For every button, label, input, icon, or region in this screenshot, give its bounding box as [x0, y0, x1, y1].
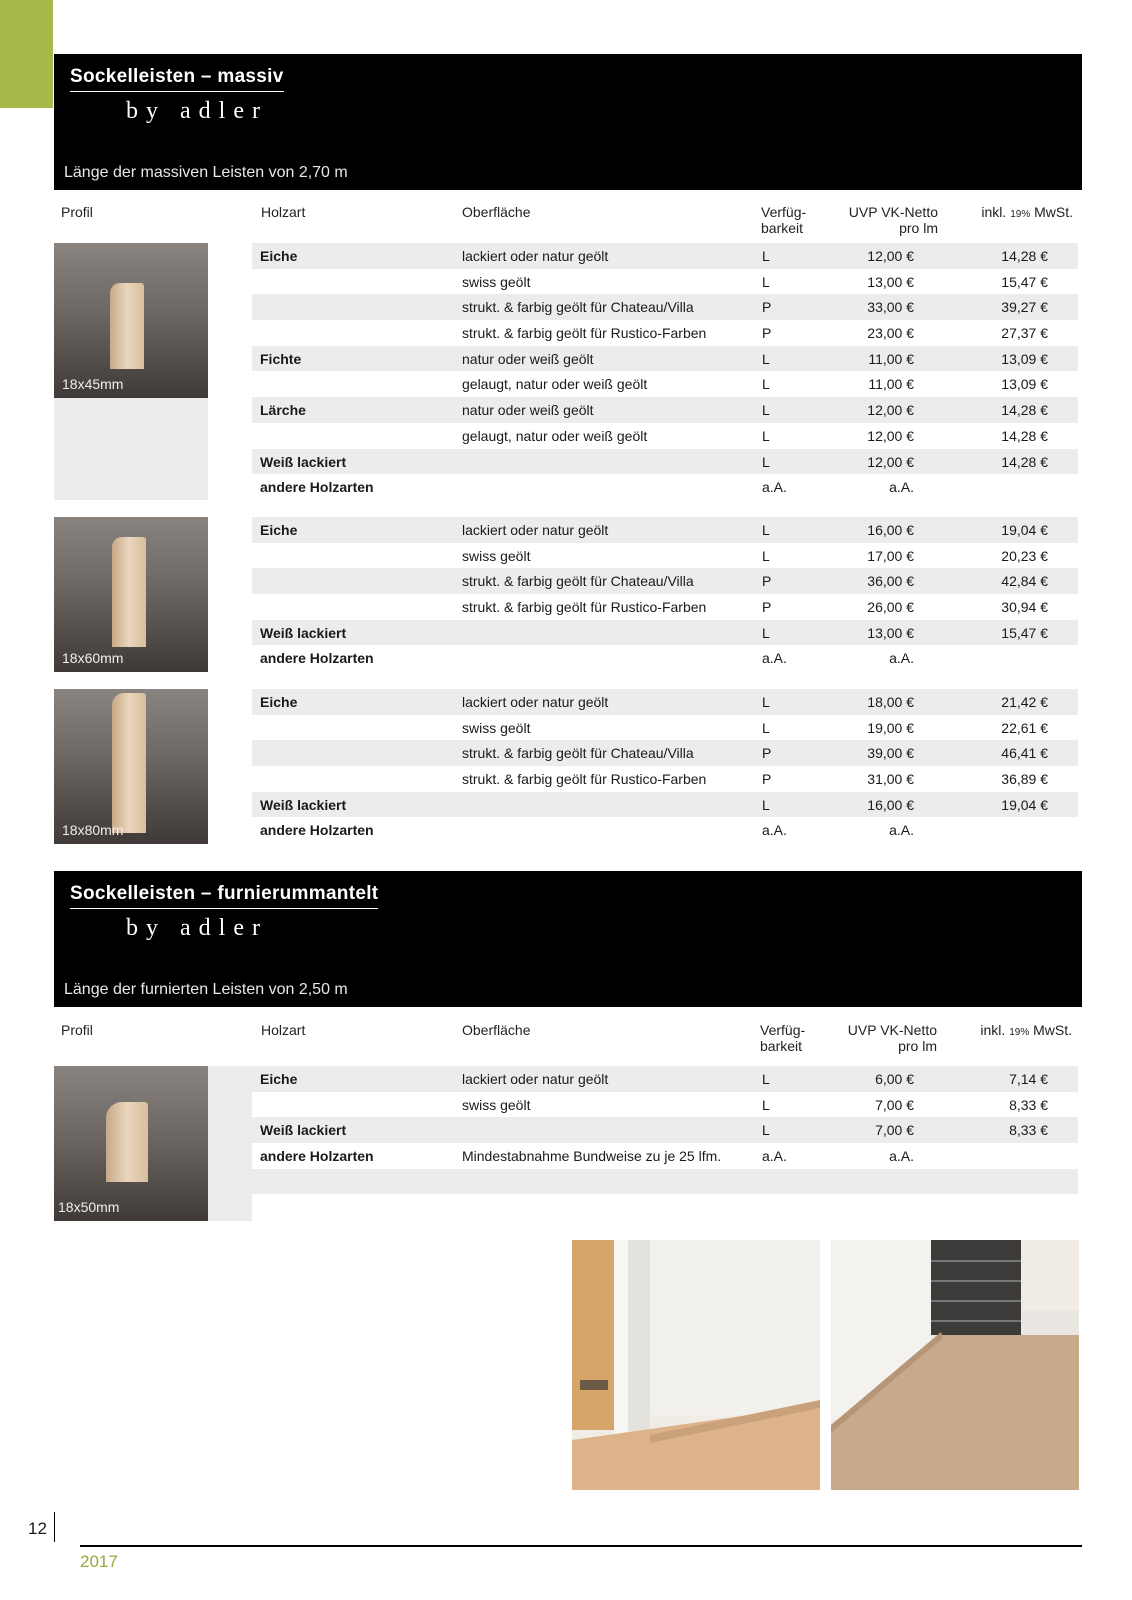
column-header-row — [0, 1022, 1132, 1058]
holzart-cell: Weiß lackiert — [260, 1122, 347, 1139]
profile-image — [54, 517, 208, 672]
holzart-cell: Eiche — [260, 694, 298, 710]
uvp-price-cell: 6,00 € — [875, 1071, 914, 1087]
verfuegbarkeit-cell: P — [762, 599, 772, 616]
verfuegbarkeit-cell: L — [762, 453, 770, 470]
inkl-price-cell: 14,28 € — [1001, 453, 1048, 470]
profile-image — [54, 689, 208, 844]
col-inkl-b: 19% — [1010, 209, 1031, 220]
profile-18x60 — [54, 517, 208, 672]
col-uvp-1: UVP VK-Netto — [847, 1022, 937, 1038]
profile-label: 18x50mm — [58, 1199, 120, 1215]
table-row — [252, 346, 1078, 372]
inkl-price-cell: 46,41 € — [1001, 745, 1048, 762]
interior-photo-door — [572, 1240, 820, 1490]
inkl-price-cell: 8,33 € — [1009, 1122, 1048, 1139]
inkl-price-cell: 15,47 € — [1001, 624, 1048, 641]
profile-label: 18x45mm — [62, 376, 124, 392]
holzart-cell: Eiche — [260, 522, 298, 538]
verfuegbarkeit-cell: L — [762, 1122, 770, 1139]
brand-tagline: by adler — [126, 98, 268, 124]
col-verfueg-1: Verfüg- — [761, 204, 807, 220]
verfuegbarkeit-cell: L — [762, 273, 770, 290]
inkl-price-cell: 30,94 € — [1001, 599, 1048, 616]
inkl-price-cell: 19,04 € — [1001, 796, 1048, 813]
holzart-cell: Lärche — [260, 402, 306, 419]
oberflaeche-cell: swiss geölt — [462, 1096, 531, 1113]
holzart-cell: Weiß lackiert — [260, 796, 347, 813]
footer-rule — [80, 1545, 1082, 1547]
holzart-cell: Weiß lackiert — [260, 453, 347, 470]
verfuegbarkeit-cell: L — [762, 376, 770, 393]
inkl-price-cell: 14,28 € — [1001, 248, 1048, 264]
section-header-furnier — [54, 871, 1082, 1007]
inkl-price-cell: 8,33 € — [1009, 1096, 1048, 1113]
table-row — [252, 517, 1078, 543]
inkl-price-cell: 39,27 € — [1001, 299, 1048, 316]
verfuegbarkeit-cell: P — [762, 771, 772, 788]
verfuegbarkeit-cell: a.A. — [762, 1148, 787, 1165]
col-profil: Profil — [61, 1022, 93, 1038]
oberflaeche-cell: swiss geölt — [462, 719, 531, 736]
col-oberflaeche: Oberfläche — [462, 1022, 531, 1038]
oberflaeche-cell: gelaugt, natur oder weiß geölt — [462, 427, 648, 444]
footer-divider — [54, 1512, 55, 1542]
table-row — [252, 1143, 1078, 1169]
oberflaeche-cell: strukt. & farbig geölt für Chateau/Villa — [462, 573, 694, 590]
oberflaeche-cell: natur oder weiß geölt — [462, 350, 594, 367]
uvp-price-cell: 7,00 € — [875, 1096, 914, 1113]
oberflaeche-cell: lackiert oder natur geölt — [462, 694, 609, 710]
section-header-massiv — [54, 54, 1082, 190]
length-note: Länge der furnierten Leisten von 2,50 m — [64, 981, 348, 998]
length-note: Länge der massiven Leisten von 2,70 m — [64, 164, 348, 181]
oberflaeche-cell: swiss geölt — [462, 547, 531, 564]
col-uvp-2: pro lm — [899, 220, 938, 236]
oberflaeche-cell: strukt. & farbig geölt für Chateau/Villa — [462, 299, 694, 316]
inkl-price-cell: 21,42 € — [1001, 694, 1048, 710]
inkl-price-cell: 42,84 € — [1001, 573, 1048, 590]
profile-18x80 — [54, 689, 208, 844]
table-row — [252, 320, 1078, 346]
table-row — [252, 740, 1078, 766]
table-row — [252, 1066, 1078, 1092]
page-number: 12 — [28, 1519, 47, 1538]
col-verfueg-2: barkeit — [761, 220, 804, 236]
verfuegbarkeit-cell: L — [762, 522, 770, 538]
col-inkl-b: 19% — [1009, 1027, 1030, 1038]
uvp-price-cell: 17,00 € — [867, 547, 914, 564]
inkl-price-cell: 22,61 € — [1001, 719, 1048, 736]
holzart-cell: Weiß lackiert — [260, 624, 347, 641]
verfuegbarkeit-cell: P — [762, 745, 772, 762]
verfuegbarkeit-cell: L — [762, 350, 770, 367]
table-row — [252, 568, 1078, 594]
price-table-18x60 — [252, 517, 1078, 671]
table-row — [252, 1092, 1078, 1118]
table-row — [252, 474, 1078, 500]
uvp-price-cell: 39,00 € — [867, 745, 914, 762]
col-verfueg-2: barkeit — [760, 1038, 803, 1054]
verfuegbarkeit-cell: P — [762, 299, 772, 316]
col-uvp-1: UVP VK-Netto — [848, 204, 938, 220]
verfuegbarkeit-cell: L — [762, 402, 770, 419]
uvp-price-cell: a.A. — [889, 650, 914, 667]
table-row — [252, 766, 1078, 792]
uvp-price-cell: 12,00 € — [867, 248, 914, 264]
inkl-price-cell: 13,09 € — [1001, 376, 1048, 393]
uvp-price-cell: 13,00 € — [867, 273, 914, 290]
col-holzart: Holzart — [261, 204, 306, 220]
section-title: Sockelleisten – furnierummantelt — [70, 883, 378, 909]
table-row — [252, 449, 1078, 475]
col-inkl — [980, 1022, 1072, 1041]
verfuegbarkeit-cell: a.A. — [762, 822, 787, 839]
uvp-price-cell: a.A. — [889, 479, 914, 496]
verfuegbarkeit-cell: L — [762, 427, 770, 444]
uvp-price-cell: 16,00 € — [867, 522, 914, 538]
verfuegbarkeit-cell: a.A. — [762, 479, 787, 496]
holzart-cell: andere Holzarten — [260, 650, 374, 667]
brand-tagline: by adler — [126, 915, 268, 941]
uvp-price-cell: 11,00 € — [868, 376, 914, 393]
table-row — [252, 423, 1078, 449]
table-row — [252, 371, 1078, 397]
oberflaeche-cell: swiss geölt — [462, 273, 531, 290]
column-header-row — [0, 204, 1132, 240]
oberflaeche-cell: lackiert oder natur geölt — [462, 248, 609, 264]
inkl-price-cell: 7,14 € — [1009, 1071, 1048, 1087]
verfuegbarkeit-cell: L — [762, 248, 770, 264]
table-row — [252, 543, 1078, 569]
verfuegbarkeit-cell: L — [762, 1096, 770, 1113]
verfuegbarkeit-cell: P — [762, 573, 772, 590]
col-inkl-c: MwSt. — [1033, 1022, 1072, 1038]
oberflaeche-cell: lackiert oder natur geölt — [462, 1071, 609, 1087]
footer-year: 2017 — [80, 1552, 118, 1571]
table-row — [252, 594, 1078, 620]
holzart-cell: Eiche — [260, 1071, 298, 1087]
col-uvp-2: pro lm — [898, 1038, 937, 1054]
inkl-price-cell: 14,28 € — [1001, 402, 1048, 419]
table-row — [252, 715, 1078, 741]
col-inkl — [981, 204, 1073, 223]
col-inkl-a: inkl. — [980, 1022, 1006, 1038]
uvp-price-cell: a.A. — [889, 822, 914, 839]
profile-label: 18x60mm — [62, 650, 124, 666]
oberflaeche-cell: strukt. & farbig geölt für Rustico-Farben — [462, 599, 707, 616]
profile-image — [54, 1066, 208, 1221]
uvp-price-cell: 16,00 € — [867, 796, 914, 813]
col-profil: Profil — [61, 204, 93, 220]
oberflaeche-cell: gelaugt, natur oder weiß geölt — [462, 376, 648, 393]
profile-18x45 — [54, 243, 208, 500]
uvp-price-cell: 23,00 € — [867, 325, 914, 342]
uvp-price-cell: 33,00 € — [867, 299, 914, 316]
table-row — [252, 689, 1078, 715]
verfuegbarkeit-cell: a.A. — [762, 650, 787, 667]
oberflaeche-cell: lackiert oder natur geölt — [462, 522, 609, 538]
inkl-price-cell: 36,89 € — [1001, 771, 1048, 788]
inkl-price-cell: 27,37 € — [1001, 325, 1048, 342]
uvp-price-cell: 7,00 € — [875, 1122, 914, 1139]
inkl-price-cell: 20,23 € — [1001, 547, 1048, 564]
price-table-18x45 — [252, 243, 1078, 500]
verfuegbarkeit-cell: L — [762, 1071, 770, 1087]
price-table-18x80 — [252, 689, 1078, 843]
uvp-price-cell: 13,00 € — [867, 624, 914, 641]
oberflaeche-cell: strukt. & farbig geölt für Chateau/Villa — [462, 745, 694, 762]
holzart-cell: andere Holzarten — [260, 479, 374, 496]
interior-photo-floor — [831, 1240, 1079, 1490]
table-row — [252, 397, 1078, 423]
table-row — [252, 1169, 1078, 1195]
verfuegbarkeit-cell: L — [762, 796, 770, 813]
verfuegbarkeit-cell: P — [762, 325, 772, 342]
price-table-18x50 — [252, 1066, 1078, 1194]
uvp-price-cell: 12,00 € — [867, 453, 914, 470]
uvp-price-cell: 19,00 € — [867, 719, 914, 736]
table-row — [252, 645, 1078, 671]
inkl-price-cell: 19,04 € — [1001, 522, 1048, 538]
col-holzart: Holzart — [261, 1022, 306, 1038]
verfuegbarkeit-cell: L — [762, 547, 770, 564]
section-title: Sockelleisten – massiv — [70, 66, 284, 92]
profile-18x50 — [54, 1066, 208, 1221]
uvp-price-cell: a.A. — [889, 1148, 914, 1165]
oberflaeche-cell: strukt. & farbig geölt für Rustico-Farben — [462, 771, 707, 788]
oberflaeche-cell: strukt. & farbig geölt für Rustico-Farben — [462, 325, 707, 342]
inkl-price-cell: 13,09 € — [1001, 350, 1048, 367]
oberflaeche-cell: natur oder weiß geölt — [462, 402, 594, 419]
uvp-price-cell: 31,00 € — [867, 771, 914, 788]
table-row — [252, 817, 1078, 843]
col-verfueg-1: Verfüg- — [760, 1022, 806, 1038]
uvp-price-cell: 11,00 € — [868, 350, 914, 367]
col-inkl-c: MwSt. — [1034, 204, 1073, 220]
holzart-cell: andere Holzarten — [260, 822, 374, 839]
uvp-price-cell: 12,00 € — [867, 402, 914, 419]
table-row — [252, 1117, 1078, 1143]
verfuegbarkeit-cell: L — [762, 624, 770, 641]
table-row — [252, 269, 1078, 295]
col-oberflaeche: Oberfläche — [462, 204, 531, 220]
verfuegbarkeit-cell: L — [762, 694, 770, 710]
profile-image — [54, 243, 208, 398]
uvp-price-cell: 18,00 € — [867, 694, 914, 710]
profile-label: 18x80mm — [62, 822, 124, 838]
holzart-cell: Eiche — [260, 248, 298, 264]
oberflaeche-cell: Mindestabnahme Bundweise zu je 25 lfm. — [462, 1148, 722, 1165]
uvp-price-cell: 36,00 € — [867, 573, 914, 590]
table-row — [252, 243, 1078, 269]
inkl-price-cell: 15,47 € — [1001, 273, 1048, 290]
holzart-cell: Fichte — [260, 350, 302, 367]
accent-bar — [0, 0, 53, 108]
uvp-price-cell: 26,00 € — [867, 599, 914, 616]
inkl-price-cell: 14,28 € — [1001, 427, 1048, 444]
holzart-cell: andere Holzarten — [260, 1148, 374, 1165]
verfuegbarkeit-cell: L — [762, 719, 770, 736]
table-row — [252, 792, 1078, 818]
uvp-price-cell: 12,00 € — [867, 427, 914, 444]
table-row — [252, 294, 1078, 320]
col-inkl-a: inkl. — [981, 204, 1007, 220]
table-row — [252, 620, 1078, 646]
